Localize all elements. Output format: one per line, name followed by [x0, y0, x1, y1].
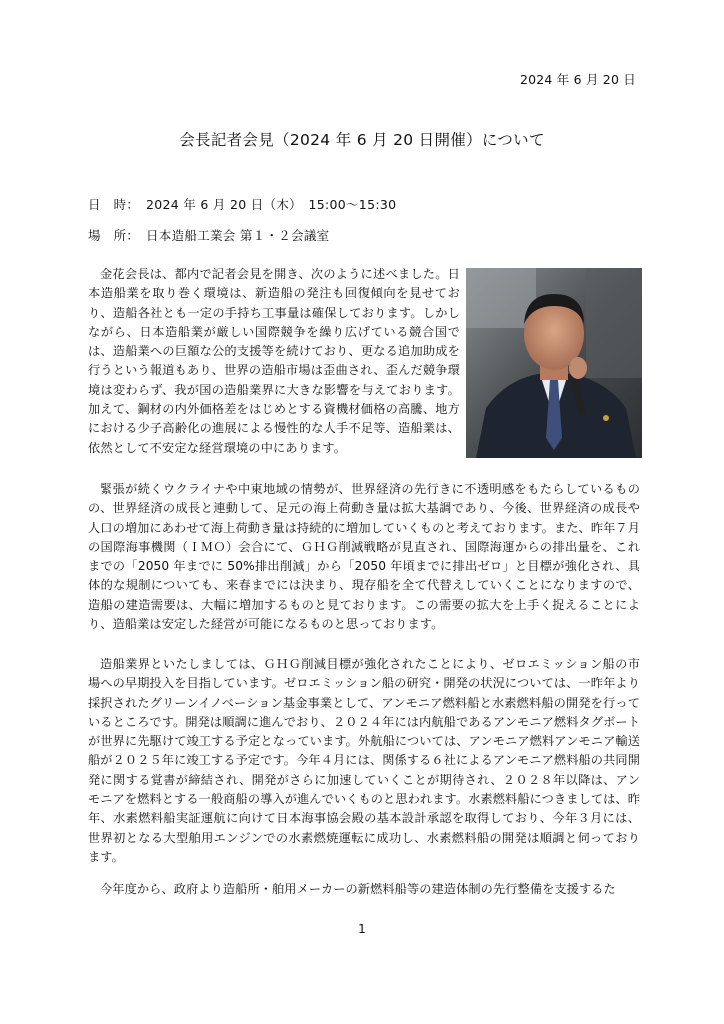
meta-time-value: 2024 年 6 月 20 日（木） 15:00～15:30 [146, 197, 397, 212]
page-number: 1 [358, 922, 366, 936]
meta-time-label: 日 時： [88, 197, 140, 212]
person-photo-icon [466, 268, 642, 458]
meta-place-row [88, 226, 329, 244]
chairman-photo [466, 268, 642, 458]
paragraph-zero-emission: 造船業界といたしましては、ＧＨＧ削減目標が強化されたことにより、ゼロエミッション船の市場への早期投入を目指しています。ゼロエミッション船の研究・開発の状況については、一昨年より採択されたグリーンイノベーション基金事業として、アンモニア燃料船と水素燃料船の開発を行っているところです。開発は順調に進んでおり、２０２４年には内航船であるアンモニア燃料タグボートが世界に先駆けて竣工する予定となっています。外航船については、アンモニア燃料アンモニア輸送船が２０２５年に竣工する予定です。今年４月には、関係する６社によるアンモニア燃料船の共同開発に関する覚書が締結され、開発がさらに加速していくことが期待され、２０２８年以降は、アンモニアを燃料とする一般商船の導入が進んでいくものと思われます。水素燃料船につきましては、昨年、水素燃料船実証運航に向けて日本海事協会殿の基本設計承認を取得しており、今年３月には、世界初となる大型舶用エンジンでの水素燃焼運転に成功し、水素燃料船の開発は順調と伺っております。 [88, 657, 640, 864]
paragraph-market-outlook: 緊張が続くウクライナや中東地域の情勢が、世界経済の先行きに不透明感をもたらしているものの、世界経済の成長と連動して、足元の海上荷動き量は拡大基調であり、今後、世界経済の成長や人口の増加にあわせて海上荷動き量は持続的に増加していくものと考えております。また、昨年７月の国際海事機関（ＩＭＯ）会合にて、ＧＨＧ削減戦略が見直され、国際海運からの排出量を、これまでの「2050 年までに 50%排出削減」から「2050 年頃までに排出ゼロ」と目標が強化され、具体的な規制についても、来春までには決まり、現存船を全て代替えしていくことになりますので、造船の建造需要は、大幅に増加するものと見ております。この需要の拡大を上手く捉えることにより、造船業は安定した経営が可能になるものと思っております。 [88, 482, 640, 632]
document-title: 会長記者会見（2024 年 6 月 20 日開催）について [179, 131, 545, 149]
document-date: 2024 年 6 月 20 日 [519, 72, 636, 87]
meta-place-value: 日本造船工業会 第１・２会議室 [146, 228, 330, 243]
meta-time-row [88, 195, 396, 213]
paragraph-government-support: 今年度から、政府より造船所・舶用メーカーの新燃料船等の建造体制の先行整備を支援するた [100, 882, 616, 896]
intro-paragraph: 金花会長は、都内で記者会見を開き、次のように述べました。日本造船業を取り巻く環境は、新造船の発注も回復傾向を見せており、造船各社とも一定の手持ち工事量は確保しております。しかしながら、日本造船業が厳しい国際競争を繰り広げている競合国では、造船業への巨額な公的支援等を続けており、更なる追加助成を行うという報道もあり、世界の造船市場は歪曲され、歪んだ競争環境は変わらず、我が国の造船業界に大きな影響を与えております。加えて、鋼材の内外価格差をはじめとする資機材価格の高騰、地方における少子高齢化の進展による慢性的な人手不足等、造船業は、依然として不安定な経営環境の中にあります。 [88, 267, 460, 455]
meta-place-label: 場 所： [88, 228, 140, 243]
